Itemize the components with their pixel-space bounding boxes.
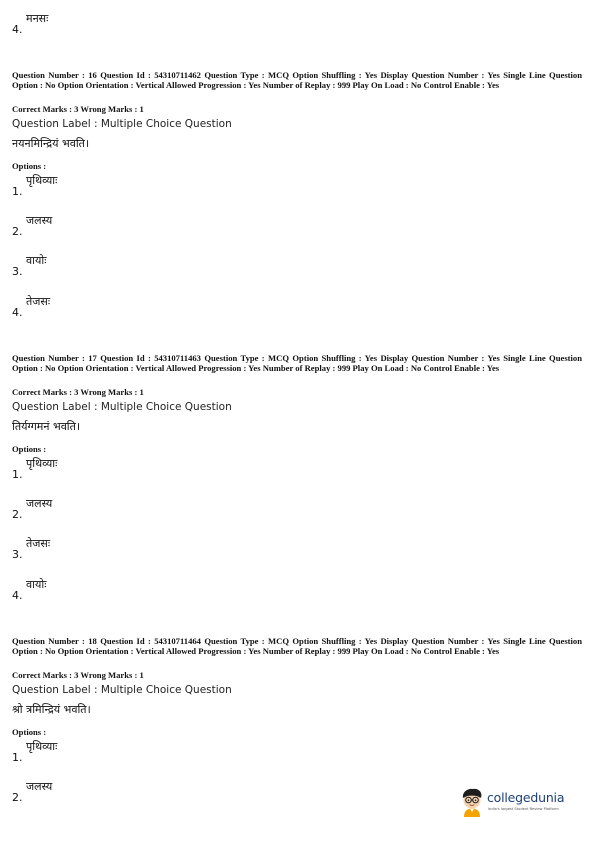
question-17-marks: Correct Marks : 3 Wrong Marks : 1 [12,387,144,397]
option-number: 1. [12,468,23,481]
question-17-option-1[interactable] [12,457,312,481]
question-16-option-4[interactable] [12,295,312,319]
question-17-meta: Question Number : 17 Question Id : 54310711463 Question Type : MCQ Option Shuffling : Yes Display Question Number : Yes Single Line Question Option : No Option Orientation : Vertical Allowed Progression : Yes Number of Replay : 999 Play On Load : No Control Enable : Yes [12,353,582,374]
option-text: पृथिव्याः [26,457,58,470]
option-text: पृथिव्याः [26,174,58,187]
question-18-options-label: Options : [12,727,47,737]
question-17-options-label: Options : [12,444,47,454]
option-number: 2. [12,225,23,238]
option-text: वायोः [26,254,47,267]
option-text: जलस्य [26,497,53,510]
option-text: मनसः [26,12,49,25]
option-text: वायोः [26,578,47,591]
option-text: जलस्य [26,214,53,227]
question-16-option-3[interactable] [12,254,312,278]
option-number: 2. [12,791,23,804]
student-mascot-icon [458,787,486,817]
option-number: 3. [12,548,23,561]
question-16-text: नयनमिन्द्रियं भवति। [12,137,90,150]
question-16-options-label: Options : [12,161,47,171]
option-number: 4. [12,306,23,319]
option-number: 3. [12,265,23,278]
question-17-option-2[interactable] [12,497,312,521]
option-number: 1. [12,185,23,198]
option-text: जलस्य [26,780,53,793]
question-18-marks: Correct Marks : 3 Wrong Marks : 1 [12,670,144,680]
question-17-option-3[interactable] [12,537,312,561]
option-text: तेजसः [26,295,51,308]
question-16-option-2[interactable] [12,214,312,238]
question-16-meta: Question Number : 16 Question Id : 54310711462 Question Type : MCQ Option Shuffling : Yes Display Question Number : Yes Single Line Question Option : No Option Orientation : Vertical Allowed Progression : Yes Number of Replay : 999 Play On Load : No Control Enable : Yes [12,70,582,91]
question-17-option-4[interactable] [12,578,312,602]
option-number: 4. [12,589,23,602]
question-18-meta: Question Number : 18 Question Id : 54310711464 Question Type : MCQ Option Shuffling : Yes Display Question Number : Yes Single Line Question Option : No Option Orientation : Vertical Allowed Progression : Yes Number of Replay : 999 Play On Load : No Control Enable : Yes [12,636,582,657]
collegedunia-watermark[interactable] [458,787,583,817]
option-number: 2. [12,508,23,521]
question-18-text: श्रो त्रमिन्द्रियं भवति। [12,703,91,716]
prev-option-4 [12,12,312,36]
question-18-option-2[interactable] [12,780,312,804]
option-number: 4. [12,23,23,36]
question-17-text: तिर्यग्गमनं भवति। [12,420,81,433]
option-text: पृथिव्याः [26,740,58,753]
question-16-option-1[interactable] [12,174,312,198]
question-18-label: Question Label : Multiple Choice Question [12,684,232,696]
question-18-option-1[interactable] [12,740,312,764]
brand-tagline: India's largest Student Review Platform [488,807,559,811]
question-17-label: Question Label : Multiple Choice Question [12,401,232,413]
brand-name: collegedunia [487,790,565,805]
option-number: 1. [12,751,23,764]
question-16-marks: Correct Marks : 3 Wrong Marks : 1 [12,104,144,114]
question-16-label: Question Label : Multiple Choice Question [12,118,232,130]
option-text: तेजसः [26,537,51,550]
